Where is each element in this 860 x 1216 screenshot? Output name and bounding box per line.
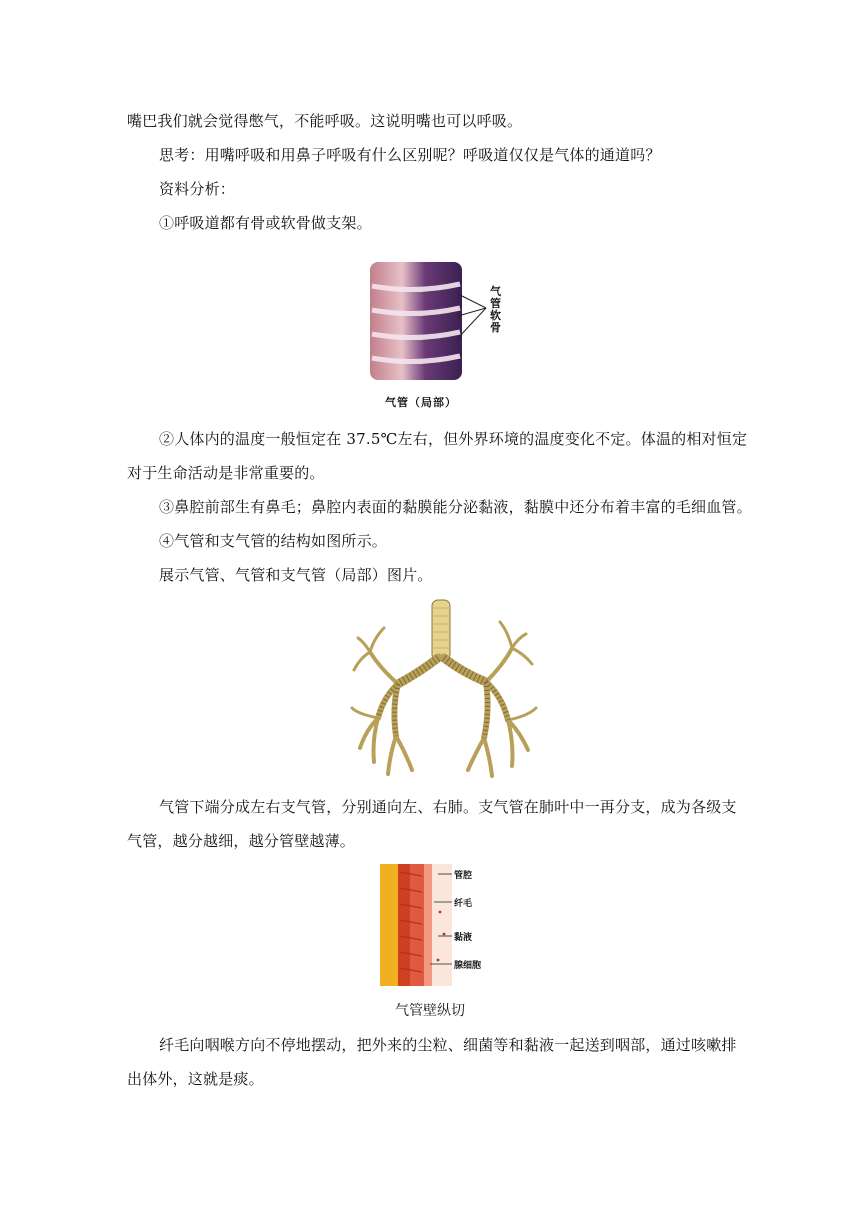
- paragraph-3: 资料分析：: [159, 180, 236, 198]
- paragraph-10-line-1: 纤毛向咽喉方向不停地摆动，把外来的尘粒、细菌等和黏液一起送到咽部，通过咳嗽排: [159, 1036, 737, 1054]
- mucus-label: 黏液: [454, 933, 473, 943]
- trachea-wall-caption: 气管壁纵切: [395, 1003, 465, 1019]
- bronchial-tree-illustration: [350, 598, 540, 780]
- paragraph-7: ④气管和支气管的结构如图所示。: [159, 532, 388, 550]
- paragraph-9-line-1: 气管下端分成左右支气管，分别通向左、右肺。支气管在肺叶中一再分支，成为各级支: [159, 798, 737, 816]
- lumen-label: 管腔: [454, 871, 473, 881]
- paragraph-4: ①呼吸道都有骨或软骨做支架。: [159, 214, 372, 232]
- trachea-caption: 气管（局部）: [385, 396, 457, 409]
- paragraph-5-line-2: 对于生命活动是非常重要的。: [127, 464, 325, 482]
- trachea-figure: [366, 258, 516, 388]
- paragraph-6: ③鼻腔前部生有鼻毛；鼻腔内表面的黏膜能分泌黏液，黏膜中还分布着丰富的毛细血管。: [159, 498, 752, 516]
- trachea-wall-figure: [378, 862, 488, 988]
- gland-cell-label: 腺细胞: [454, 961, 482, 971]
- paragraph-8: 展示气管、气管和支气管（局部）图片。: [159, 566, 433, 584]
- bronchial-tree-figure: [350, 598, 540, 780]
- paragraph-10-line-2: 出体外，这就是痰。: [127, 1070, 264, 1088]
- paragraph-2: 思考：用嘴呼吸和用鼻子呼吸有什么区别呢？呼吸道仅仅是气体的通道吗？: [159, 146, 661, 164]
- paragraph-9-line-2: 气管，越分越细，越分管壁越薄。: [127, 832, 356, 850]
- cartilage-label: 气管软骨: [490, 285, 501, 334]
- paragraph-1: 嘴巴我们就会觉得憋气，不能呼吸。这说明嘴也可以呼吸。: [127, 112, 523, 130]
- cilia-label: 纤毛: [454, 899, 473, 909]
- paragraph-5-line-1: ②人体内的温度一般恒定在 37.5℃左右，但外界环境的温度变化不定。体温的相对恒定: [159, 430, 748, 448]
